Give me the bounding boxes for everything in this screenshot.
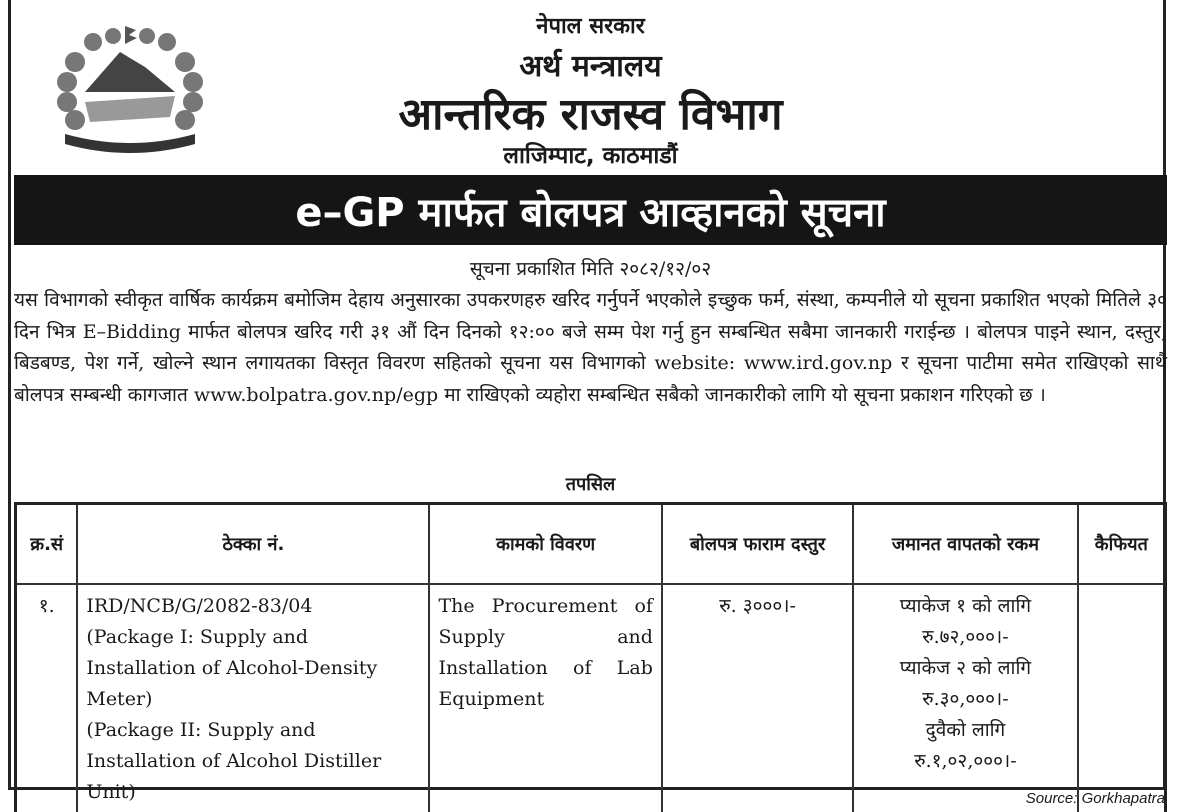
table-row — [16, 584, 1166, 812]
tender-table — [14, 502, 1167, 812]
cell-fee: रु. ३०००।- — [662, 584, 853, 812]
source-credit: Source: Gorkhapatra — [1025, 790, 1165, 807]
cell-security — [853, 584, 1077, 812]
col-header-sn: क्र.सं — [16, 504, 78, 585]
table-header-row — [16, 504, 1166, 585]
col-header-remarks: कैफियत — [1078, 504, 1166, 585]
package-1: (Package I: Supply and Installation of Alcohol-Density Meter) — [86, 626, 378, 710]
col-header-fee: बोलपत्र फाराम दस्तुर — [662, 504, 853, 585]
cell-sn: १. — [16, 584, 78, 812]
notice-title: e–GP मार्फत बोलपत्र आव्हानको सूचना — [14, 175, 1167, 245]
cell-description: The Procurement of Supply and Installation of Lab Equipment — [429, 584, 661, 812]
security-line: रु.१,०२,०००।- — [914, 750, 1017, 772]
ministry-heading: अर्थ मन्त्रालय — [519, 49, 662, 84]
col-header-security: जमानत वापतको रकम — [853, 504, 1077, 585]
security-line: दुवैको लागि — [925, 719, 1006, 741]
department-heading: आन्तरिक राजस्व विभाग — [398, 89, 783, 140]
contract-number: IRD/NCB/G/2082-83/04 — [86, 595, 313, 617]
package-2: (Package II: Supply and Installation of Alcohol Distiller Unit) — [86, 719, 382, 803]
security-line: प्याकेज २ को लागि — [899, 657, 1032, 679]
cell-remarks — [1078, 584, 1166, 812]
security-line: रु.३०,०००।- — [922, 688, 1009, 710]
security-line: प्याकेज १ को लागि — [899, 595, 1032, 617]
cell-contract-no — [77, 584, 429, 812]
government-heading: नेपाल सरकार — [536, 14, 645, 39]
security-line: रु.७२,०००।- — [922, 626, 1009, 648]
address-heading: लाजिम्पाट, काठमाडौं — [503, 143, 678, 169]
publish-date: सूचना प्रकाशित मिति २०८२/१२/०२ — [469, 258, 712, 280]
col-header-description: कामको विवरण — [429, 504, 661, 585]
col-header-contract-no: ठेक्का नं. — [77, 504, 429, 585]
notice-body: यस विभागको स्वीकृत वार्षिक कार्यक्रम बमोजिम देहाय अनुसारका उपकरणहरु खरिद गर्नुपर्ने भएकोले इच्छुक फर्म, संस्था, कम्पनीले यो सूचना प्रकाशित भएको मितिले ३० दिन भित्र E–Bidding मार्फत बोलपत्र खरिद गरी ३१ औं दिन दिनको १२:०० बजे सम्म पेश गर्नु हुन सम्बन्धित सबैमा जानकारी गराईन्छ । बोलपत्र पाइने स्थान, दस्तुर, बिडबण्ड, पेश गर्ने, खोल्ने स्थान लगायतका विस्तृत विवरण सहितको सूचना यस विभागको website: www.ird.gov.np र सूचना पाटीमा समेत राखिएको साथै बोलपत्र सम्बन्धी कागजात www.bolpatra.gov.np/egp मा राखिएको व्यहोरा सम्बन्धित सबैको जानकारीको लागि यो सूचना प्रकाशन गरिएको छ । — [14, 289, 1167, 406]
schedule-label: तपसिल — [565, 474, 616, 495]
